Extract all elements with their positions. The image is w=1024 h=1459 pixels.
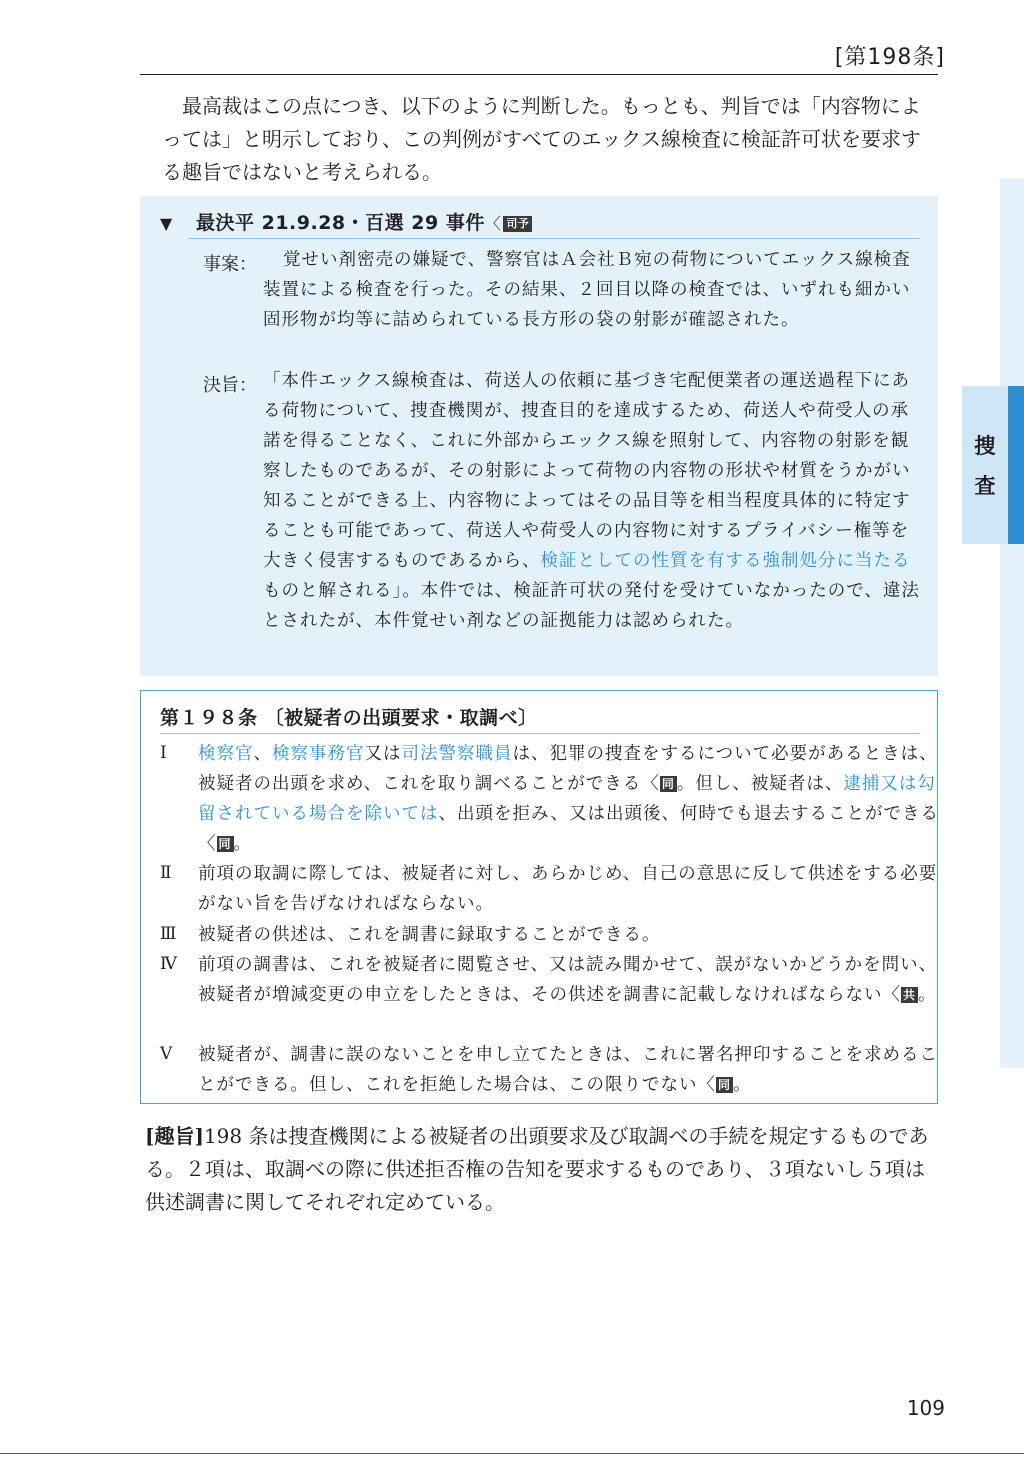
article-item-4	[180, 950, 940, 1010]
chapter-tab-label	[962, 426, 1008, 506]
summary-paragraph	[145, 1120, 940, 1219]
header-rule	[140, 74, 938, 75]
item-text-segment: 、出頭を拒み、又は出頭後、何時でも退去することができる	[438, 804, 940, 824]
summary-label: [趣旨]	[145, 1124, 204, 1148]
exam-mark: 共	[903, 988, 917, 1002]
article-item-5	[180, 1040, 940, 1100]
chapter-tab-char: 査	[974, 474, 996, 498]
item-text-segment: 被疑者が、調書に誤のないことを申し立てたときは、これに署名押印することを求めることができる。但し、これを拒絶した場合は、この限りでない	[198, 1045, 938, 1095]
exam-mark: 同	[661, 777, 675, 791]
item-text-segment: 前項の調書は、これを被疑者に閲覧させ、又は読み聞かせて、誤がないかどうかを問い、被疑者が増減変更の申立をしたときは、その供述を調書に記載しなければならない	[198, 955, 938, 1005]
case-title	[160, 208, 532, 235]
term-link: 司法警察職員	[401, 744, 513, 764]
item-number: Ⅲ	[160, 924, 177, 944]
summary-text: 198 条は捜査機関による被疑者の出頭要求及び取調べの手続を規定するものである。２項は、取調べの際に供述拒否権の告知を要求するものであり、３項ないし５項は供述調書に関してそれぞれ定めている。	[145, 1124, 929, 1214]
page-number: 109	[906, 1396, 945, 1420]
item-number: Ⅳ	[160, 954, 177, 974]
item-text-segment: 。	[918, 985, 937, 1005]
article-item-3	[180, 920, 940, 950]
item-text-segment: 。	[733, 1075, 752, 1095]
ruling-label: 決旨：	[203, 375, 257, 396]
bottom-rule	[0, 1453, 1024, 1454]
article-title-rule	[160, 733, 920, 734]
ruling-text-b: ものと解される」。本件では、検証許可状の発付を受けていなかったので、違法とされたが、本件覚せい剤などの証拠能力は認められた。	[263, 581, 920, 631]
exam-mark: 同	[218, 837, 232, 851]
case-title-text: 最決平 21.9.28・百選 29 事件	[196, 212, 485, 234]
item-text-segment: は、犯罪の捜査をするについて必要があるときは、被疑者の出頭を求め、これを取り調べることができる	[198, 744, 938, 794]
intro-paragraph: 最高裁はこの点につき、以下のように判断した。もっとも、判旨では「内容物によっては」と明示しており、この判例がすべてのエックス線検査に検証許可状を要求する趣旨ではないと考えられる。	[162, 94, 921, 184]
side-strip	[1000, 178, 1024, 1068]
item-text-segment: 。但し、被疑者は、	[676, 774, 844, 794]
item-text-segment: 被疑者の供述は、これを調書に録取することができる。	[198, 925, 661, 945]
item-text-segment: 前項の取調に際しては、被疑者に対し、あらかじめ、自己の意思に反して供述をする必要がない旨を告げなければならない。	[198, 864, 938, 914]
ruling-text	[263, 366, 923, 636]
mark-pointer-icon: 〈	[697, 1075, 716, 1095]
item-text-segment: 、	[253, 744, 272, 764]
facts-text: 覚せい剤密売の嫌疑で、警察官はＡ会社Ｂ宛の荷物についてエックス線検査装置による検査を行った。その結果、２回目以降の検査では、いずれも細かい固形物が均等に詰められている長方形の袋の射影が確認された。	[263, 250, 911, 330]
term-link: 検察官	[198, 744, 254, 764]
term-link: 検察事務官	[272, 744, 365, 764]
chapter-tab-char: 捜	[974, 434, 996, 458]
tag-pointer-icon: 〈	[484, 214, 502, 233]
term-link: 逮捕又は勾留されている場合を除いては	[198, 774, 936, 824]
item-number: Ⅰ	[160, 743, 167, 763]
item-number: Ⅱ	[160, 863, 172, 883]
item-number: Ⅴ	[160, 1044, 173, 1064]
case-title-rule	[188, 238, 920, 239]
article-item-1	[180, 739, 940, 859]
mark-pointer-icon: 〈	[882, 985, 901, 1005]
exam-tag: 司予	[503, 216, 532, 232]
article-item-2	[180, 859, 940, 919]
running-head: [第198条]	[834, 45, 945, 70]
chapter-tab-accent	[1008, 386, 1024, 544]
ruling-text-a: 「本件エックス線検査は、荷送人の依頼に基づき宅配便業者の運送過程下にある荷物について、捜査機関が、捜査目的を達成するため、荷送人や荷受人の承諾を得ることなく、これに外部からエックス線を照射して、内容物の射影を観察したものであるが、その射影によって荷物の内容物の形状や材質をうかがい知ることができる上、内容物によってはその品目等を相当程度具体的に特定することも可能であって、荷送人や荷受人の内容物に対するプライバシー権等を大きく侵害するものであるから、	[263, 371, 911, 571]
ruling-highlight: 検証としての性質を有する強制処分に当たる	[540, 551, 911, 571]
mark-pointer-icon: 〈	[641, 774, 660, 794]
triangle-marker-icon: ▼	[160, 214, 173, 233]
item-text-segment: 。	[233, 834, 253, 854]
mark-pointer-icon: 〈	[198, 834, 217, 854]
facts-label: 事案：	[203, 254, 257, 275]
item-text-segment: 又は	[364, 744, 402, 764]
article-title: 第１９８条 〔被疑者の出頭要求・取調べ〕	[160, 707, 538, 729]
exam-mark: 同	[718, 1078, 732, 1092]
